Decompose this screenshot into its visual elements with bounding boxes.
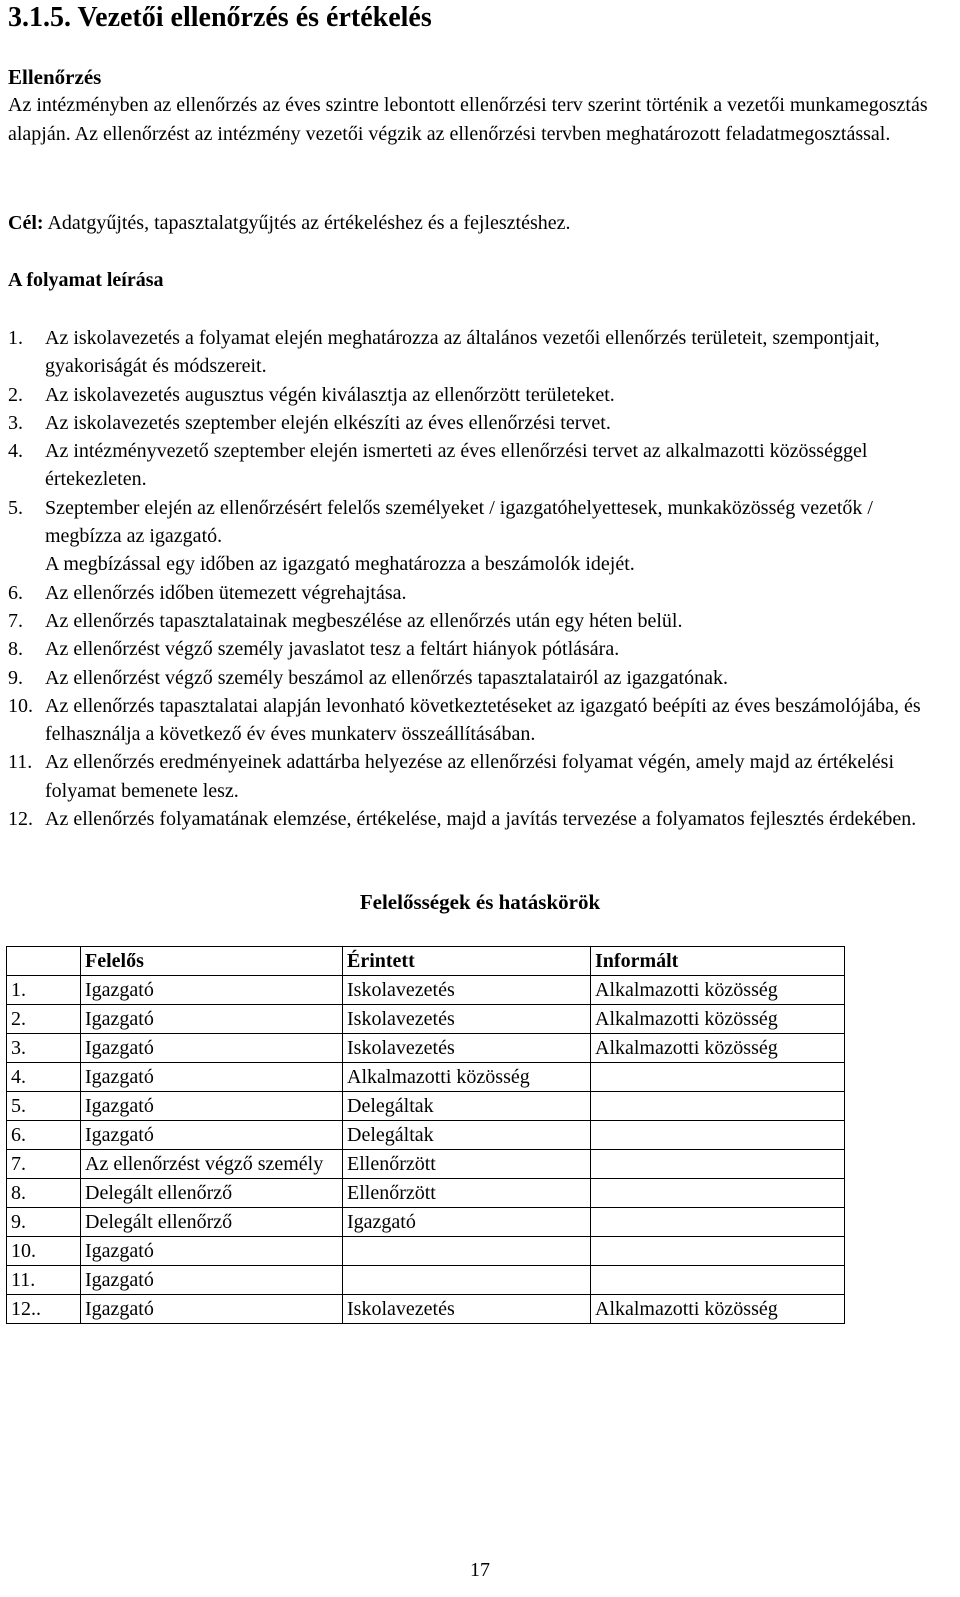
table-cell (591, 1208, 845, 1237)
table-cell: Alkalmazotti közösség (591, 976, 845, 1005)
table-row (7, 1063, 845, 1092)
list-item (8, 494, 953, 579)
list-item (8, 381, 953, 409)
step-text: Az ellenőrzés tapasztalatai alapján levonható következtetéseket az igazgató beépíti az éves beszámolójába, és felhasználja a következő év éves munkaterv összeállításában. (45, 694, 921, 746)
table-cell (591, 1150, 845, 1179)
step-text: Az iskolavezetés szeptember elején elkészíti az éves ellenőrzési tervet. (45, 411, 611, 434)
column-header: Felelős (81, 947, 343, 976)
goal-text: Adatgyűjtés, tapasztalatgyűjtés az értékeléshez és a fejlesztéshez. (43, 212, 571, 234)
process-title: A folyamat leírása (8, 269, 164, 291)
step-number: 7. (8, 609, 23, 632)
table-row (7, 1092, 845, 1121)
column-header: Informált (591, 947, 845, 976)
table-header-row (7, 947, 845, 976)
step-text: Az intézményvezető szeptember elején ismerteti az éves ellenőrzési tervet az alkalmazotti közösséggel értekezleten. (45, 440, 868, 491)
step-number: 12. (8, 808, 33, 831)
table-row (7, 976, 845, 1005)
table-cell: Igazgató (81, 1266, 343, 1295)
table-row (7, 1237, 845, 1266)
table-cell (343, 1266, 591, 1295)
table-cell: Iskolavezetés (343, 1295, 591, 1324)
step-text: Az iskolavezetés a folyamat elején meghatározza az általános vezetői ellenőrzés területeit, szempontjait, gyakoriságát és módszereit. (45, 327, 880, 378)
step-number: 6. (8, 581, 23, 604)
column-header (7, 947, 81, 976)
table-cell: Iskolavezetés (343, 976, 591, 1005)
list-item (8, 664, 953, 692)
table-cell: Ellenőrzött (343, 1150, 591, 1179)
list-item (8, 437, 953, 494)
table-cell: Igazgató (343, 1208, 591, 1237)
table-row (7, 1266, 845, 1295)
step-number: 4. (8, 440, 23, 463)
table-cell: Alkalmazotti közösség (591, 1034, 845, 1063)
column-header: Érintett (343, 947, 591, 976)
goal-label: Cél: (8, 212, 44, 234)
responsibilities-title: Felelősségek és hatáskörök (359, 890, 601, 914)
step-number: 3. (8, 411, 23, 434)
table-row (7, 1208, 845, 1237)
table-cell: 3. (7, 1034, 81, 1063)
table-row (7, 1005, 845, 1034)
responsibilities-table (6, 946, 845, 1324)
step-number: 2. (8, 383, 23, 406)
table-cell: Delegáltak (343, 1121, 591, 1150)
intro-paragraph: Az intézményben az ellenőrzés az éves szintre lebontott ellenőrzési terv szerint történik a vezetői munkamegosztás alapján. Az ellenőrzést az intézmény vezetői végzik az ellenőrzési tervben meghatározott feladatmegosztással. (8, 94, 928, 145)
step-number: 9. (8, 666, 23, 689)
table-cell: Igazgató (81, 1237, 343, 1266)
step-number: 5. (8, 496, 23, 519)
table-row (7, 1179, 845, 1208)
table-cell: 10. (7, 1237, 81, 1266)
table-cell: 4. (7, 1063, 81, 1092)
page-number: 17 (470, 1559, 490, 1581)
table-cell (591, 1237, 845, 1266)
list-item (8, 607, 953, 635)
step-text: Az iskolavezetés augusztus végén kiválasztja az ellenőrzött területeket. (45, 383, 615, 406)
step-text: Az ellenőrzés időben ütemezett végrehajtása. (45, 581, 407, 604)
step-text: Az ellenőrzés tapasztalatainak megbeszélése az ellenőrzés után egy héten belül. (45, 609, 683, 632)
table-cell (591, 1121, 845, 1150)
table-cell: 12.. (7, 1295, 81, 1324)
list-item (8, 324, 953, 381)
step-text: Szeptember elején az ellenőrzésért felelős személyeket / igazgatóhelyettesek, munkaközösség vezetők / megbízza az igazgató. (45, 496, 873, 548)
process-steps-list (8, 324, 953, 833)
list-item (8, 692, 953, 749)
step-text: Az ellenőrzés eredményeinek adattárba helyezése az ellenőrzési folyamat végén, amely majd az értékelési folyamat bemenete lesz. (45, 751, 894, 802)
step-number: 11. (8, 751, 33, 774)
table-cell: 9. (7, 1208, 81, 1237)
table-cell (591, 1092, 845, 1121)
table-cell: Alkalmazotti közösség (343, 1063, 591, 1092)
step-text: Az ellenőrzést végző személy javaslatot tesz a feltárt hiányok pótlására. (45, 638, 620, 661)
step-extra-text: A megbízással egy időben az igazgató meghatározza a beszámolók idejét. (45, 553, 635, 576)
table-cell: Ellenőrzött (343, 1179, 591, 1208)
table-cell: Igazgató (81, 1005, 343, 1034)
table-row (7, 1150, 845, 1179)
step-number: 1. (8, 327, 23, 349)
table-cell: Igazgató (81, 1092, 343, 1121)
table-row (7, 1034, 845, 1063)
table-cell (591, 1266, 845, 1295)
table-cell: 2. (7, 1005, 81, 1034)
table-cell: 7. (7, 1150, 81, 1179)
list-item (8, 805, 953, 833)
table-cell: 8. (7, 1179, 81, 1208)
step-number: 8. (8, 638, 23, 661)
table-cell: Alkalmazotti közösség (591, 1295, 845, 1324)
table-cell: Alkalmazotti közösség (591, 1005, 845, 1034)
step-text: Az ellenőrzés folyamatának elemzése, értékelése, majd a javítás tervezése a folyamatos fejlesztés érdekében. (45, 808, 917, 831)
table-cell: Igazgató (81, 1034, 343, 1063)
table-cell (591, 1179, 845, 1208)
table-row (7, 1121, 845, 1150)
table-cell: Igazgató (81, 976, 343, 1005)
table-row (7, 1295, 845, 1324)
table-cell (343, 1237, 591, 1266)
table-body (7, 976, 845, 1324)
goal-line (8, 209, 571, 237)
table-cell: 11. (7, 1266, 81, 1295)
table-cell: Delegáltak (343, 1092, 591, 1121)
table-cell: 1. (7, 976, 81, 1005)
step-text: Az ellenőrzést végző személy beszámol az ellenőrzés tapasztalatairól az igazgatónak. (45, 666, 728, 689)
table-cell: 6. (7, 1121, 81, 1150)
table-cell: Igazgató (81, 1295, 343, 1324)
table-cell: Igazgató (81, 1121, 343, 1150)
step-number: 10. (8, 694, 33, 717)
table-cell: Igazgató (81, 1063, 343, 1092)
list-item (8, 635, 953, 663)
list-item (8, 748, 953, 805)
section-heading: 3.1.5. Vezetői ellenőrzés és értékelés (8, 2, 432, 33)
table-cell (591, 1063, 845, 1092)
table-cell: Az ellenőrzést végző személy (81, 1150, 343, 1179)
table-cell: Iskolavezetés (343, 1034, 591, 1063)
list-item (8, 409, 953, 437)
table-cell: Delegált ellenőrző (81, 1208, 343, 1237)
table-cell: Delegált ellenőrző (81, 1179, 343, 1208)
list-item (8, 579, 953, 607)
subheading-ellenorzes: Ellenőrzés (8, 65, 102, 89)
table-cell: 5. (7, 1092, 81, 1121)
table-cell: Iskolavezetés (343, 1005, 591, 1034)
